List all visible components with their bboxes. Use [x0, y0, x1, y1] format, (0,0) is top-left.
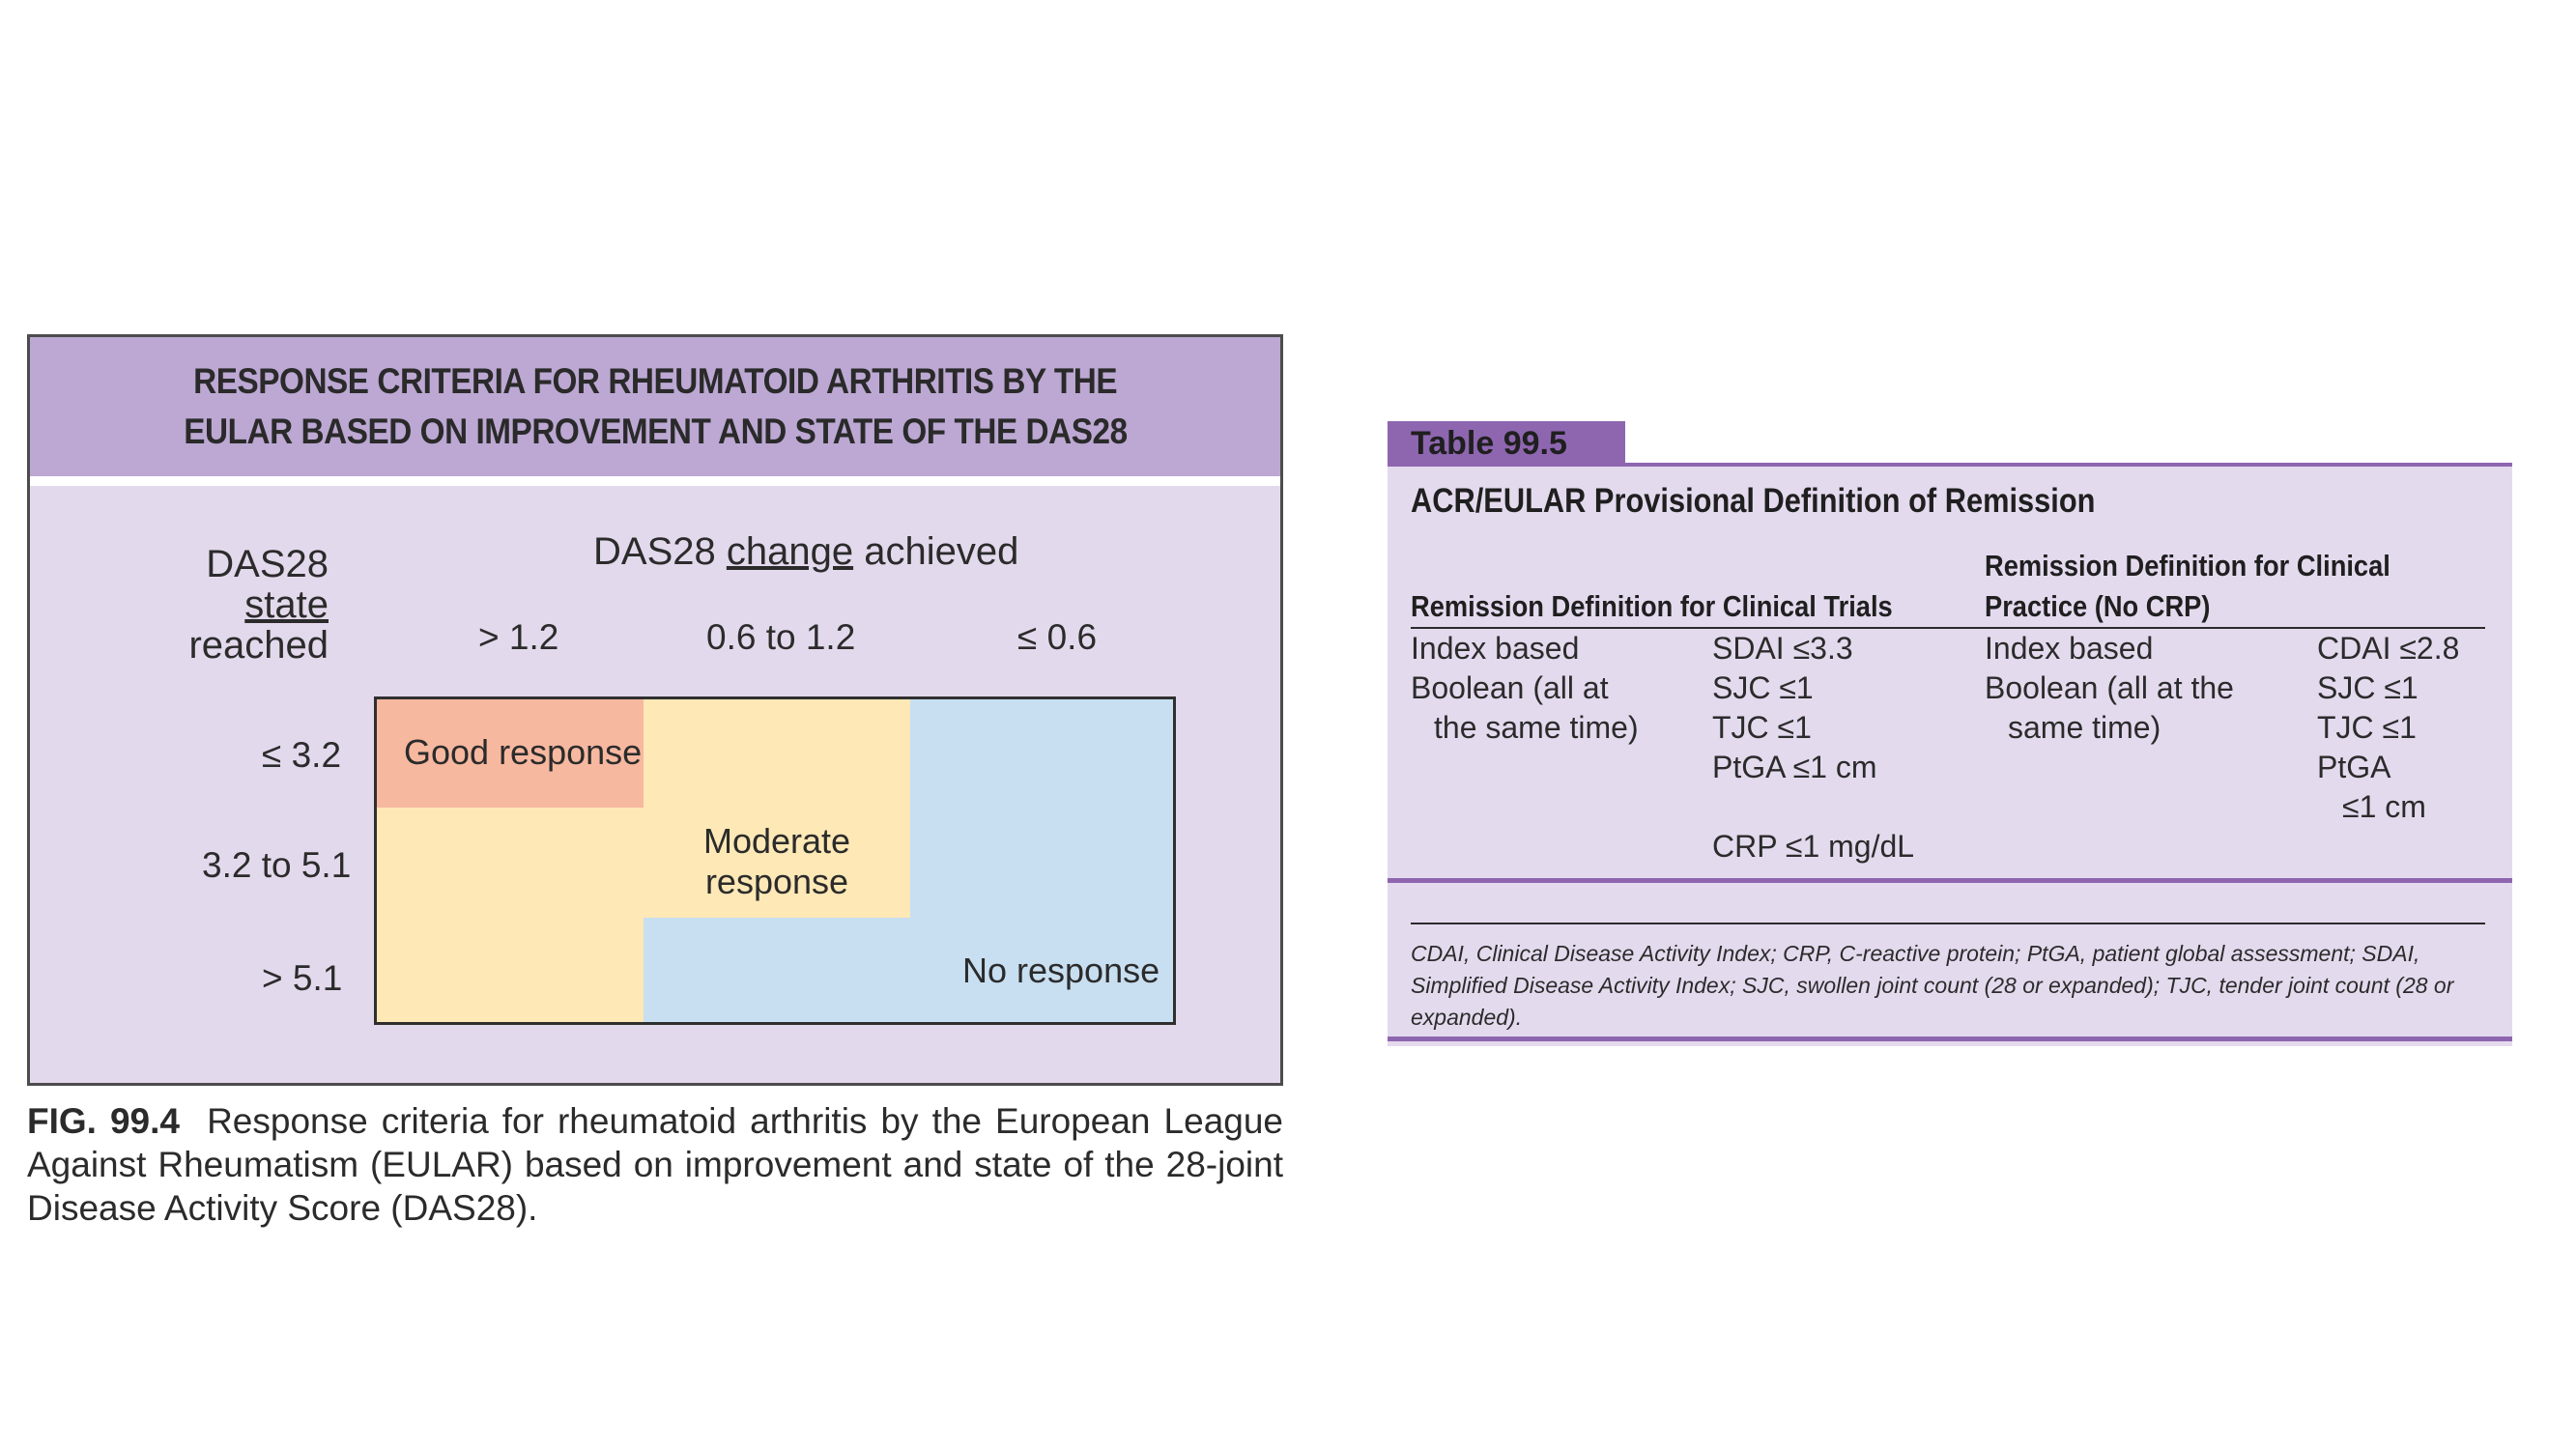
- trials-boolean-label-line2: the same time): [1434, 710, 1639, 745]
- trials-crp: CRP ≤1 mg/dL: [1712, 829, 1915, 864]
- table-number-tab: Table 99.5: [1388, 421, 1625, 466]
- figure-header-line2: EULAR BASED ON IMPROVEMENT AND STATE OF THE DAS28: [183, 412, 1128, 451]
- figure-header-line1: RESPONSE CRITERIA FOR RHEUMATOID ARTHRITIS BY THE: [192, 361, 1118, 401]
- footnote-rule: [1411, 923, 2485, 924]
- practice-ptga-line2: ≤1 cm: [2342, 789, 2426, 824]
- trials-sjc: SJC ≤1: [1712, 670, 1814, 705]
- remission-table: [1388, 463, 2512, 1046]
- table-title: ACR/EULAR Provisional Definition of Remission: [1411, 482, 2096, 520]
- column-label-3: ≤ 0.6: [1017, 617, 1098, 657]
- practice-boolean-label-line2: same time): [2008, 710, 2161, 745]
- table-section-divider: [1388, 878, 2512, 883]
- practice-column-header: [1985, 546, 2390, 627]
- table-footnote: CDAI, Clinical Disease Activity Index; CRP, C-reactive protein; PtGA, patient global assessment; SDAI, Simplified Disease Activity Index; SJC, swollen joint count (28 or expanded); TJC, tender joint count (28 or expanded).: [1411, 941, 2454, 1030]
- moderate-response-line1: Moderate: [702, 821, 851, 861]
- trials-column-header: Remission Definition for Clinical Trials: [1411, 589, 1893, 623]
- practice-header-line2: Practice (No CRP): [1985, 589, 2211, 623]
- eular-response-figure: [27, 334, 1283, 1086]
- trials-ptga: PtGA ≤1 cm: [1712, 750, 1877, 784]
- practice-header-line1: Remission Definition for Clinical: [1985, 549, 2390, 582]
- column-label-1: > 1.2: [478, 617, 559, 657]
- practice-sjc: SJC ≤1: [2317, 670, 2419, 705]
- row-axis-title: [188, 544, 329, 666]
- trials-index-value: SDAI ≤3.3: [1712, 631, 1853, 666]
- column-axis-title: [593, 530, 1018, 574]
- column-axis-prefix: DAS28: [593, 530, 727, 573]
- row-label-2: 3.2 to 5.1: [202, 845, 352, 885]
- figure-caption: [27, 1099, 1283, 1230]
- caption-text: Response criteria for rheumatoid arthritis by the European League Against Rheumatism (EULAR) based on improvement and state of the 28-joint Disease Activity Score (DAS28).: [27, 1101, 1284, 1228]
- moderate-response-line2: response: [704, 862, 849, 901]
- moderate-response-cell-left: [377, 808, 644, 1022]
- row-label-1: ≤ 3.2: [262, 735, 342, 775]
- table-bottom-rule: [1388, 1037, 2512, 1041]
- no-response-label: No response: [962, 951, 1160, 990]
- row-axis-line1: DAS28: [206, 543, 329, 585]
- column-axis-underlined: change: [726, 530, 854, 573]
- response-grid: [374, 696, 1176, 1025]
- moderate-response-label: [644, 821, 910, 902]
- column-label-2: 0.6 to 1.2: [706, 617, 856, 657]
- row-axis-line3: reached: [188, 624, 329, 667]
- caption-label: FIG. 99.4: [27, 1101, 180, 1141]
- row-axis-line2: state: [244, 583, 329, 626]
- trials-tjc: TJC ≤1: [1712, 710, 1812, 745]
- trials-boolean-label-line1: Boolean (all at: [1411, 670, 1609, 705]
- good-response-label: Good response: [404, 732, 643, 772]
- figure-header: [30, 337, 1280, 486]
- practice-index-value: CDAI ≤2.8: [2317, 631, 2460, 666]
- row-label-3: > 5.1: [262, 958, 343, 998]
- practice-boolean-label-line1: Boolean (all at the: [1985, 670, 2234, 705]
- practice-index-label: Index based: [1985, 631, 2154, 666]
- practice-ptga-line1: PtGA: [2317, 750, 2391, 784]
- column-axis-suffix: achieved: [853, 530, 1019, 573]
- practice-tjc: TJC ≤1: [2317, 710, 2417, 745]
- trials-index-label: Index based: [1411, 631, 1580, 666]
